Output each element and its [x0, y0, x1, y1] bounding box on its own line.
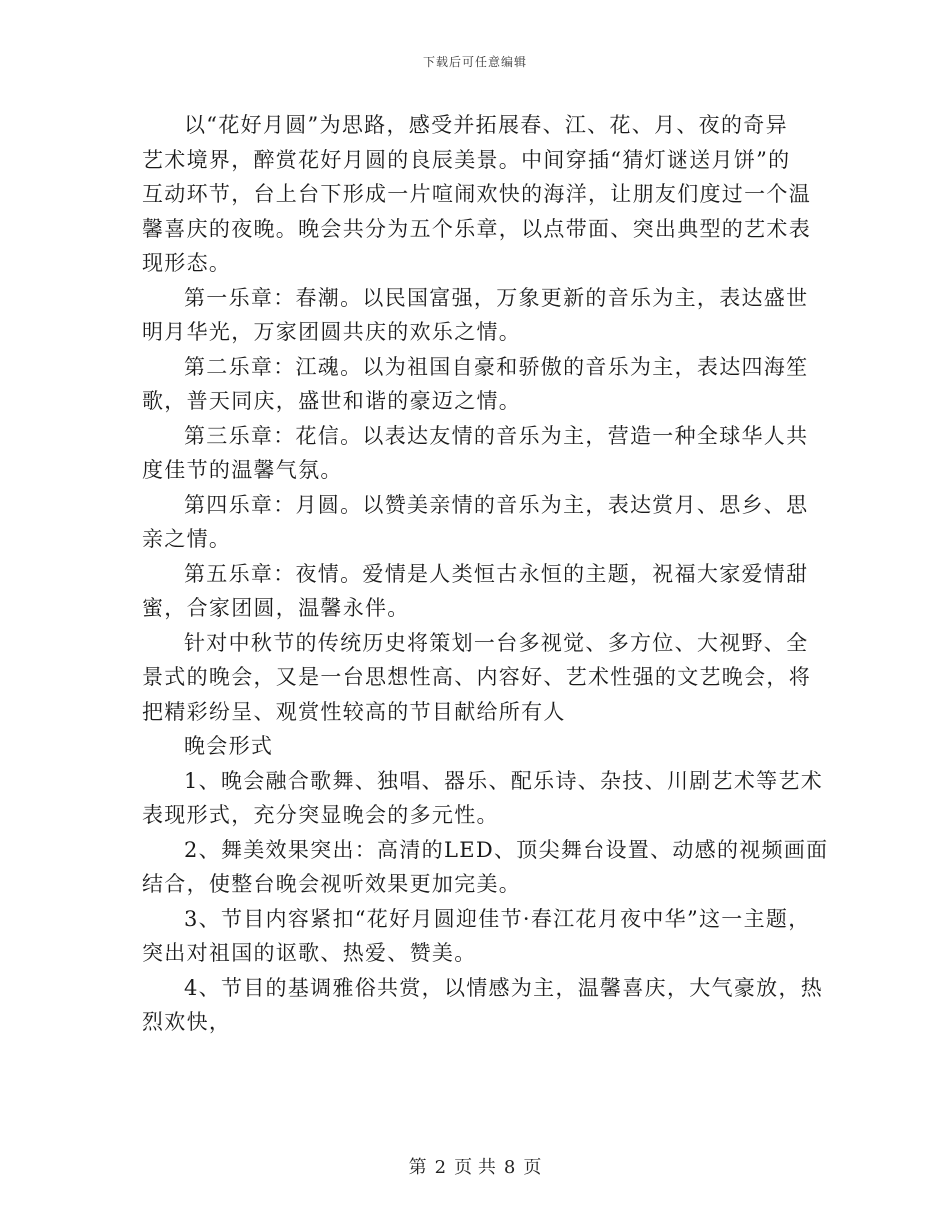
paragraph-line: 以“花好月圆”为思路，感受并拓展春、江、花、月、夜的奇异 — [184, 113, 788, 137]
body-paragraph — [142, 833, 829, 902]
body-paragraph — [142, 902, 812, 971]
body-paragraph — [142, 764, 824, 833]
page-label-mid: 页 共 — [454, 1157, 496, 1178]
paragraph-line: 2、舞美效果突出：高清的LED、顶尖舞台设置、动感的视频画面 — [184, 837, 829, 862]
paragraph-line: 现形态。 — [142, 251, 232, 275]
paragraph-line: 突出对祖国的讴歌、热爱、赞美。 — [142, 941, 477, 965]
body-paragraph — [142, 350, 812, 419]
body-paragraph — [142, 729, 812, 764]
body-paragraph — [142, 281, 812, 350]
paragraph-line: 蜜，合家团圆，温馨永伴。 — [142, 596, 410, 620]
paragraph-line: 把精彩纷呈、观赏性较高的节目献给所有人 — [142, 699, 566, 724]
page-total-number: 8 — [503, 1157, 516, 1178]
body-paragraph — [142, 488, 812, 557]
paragraph-line: 馨喜庆的夜晚。晚会共分为五个乐章，以点带面、突出典型的艺术表 — [142, 216, 811, 241]
document-body — [142, 108, 829, 1040]
page-label-prefix: 第 — [408, 1157, 427, 1178]
body-paragraph — [142, 626, 812, 730]
page-current-number: 2 — [434, 1157, 447, 1178]
paragraph-line: 结合，使整台晚会视听效果更加完美。 — [142, 872, 522, 896]
paragraph-line: 歌，普天同庆，盛世和谐的豪迈之情。 — [142, 389, 522, 413]
paragraph-line: 度佳节的温馨气氛。 — [142, 458, 343, 482]
body-paragraph — [142, 108, 812, 281]
paragraph-line: 第四乐章：月圆。以赞美亲情的音乐为主，表达赏月、思乡、思 — [184, 492, 809, 517]
paragraph-line: 晚会形式 — [184, 734, 274, 758]
paragraph-line: 明月华光，万家团圆共庆的欢乐之情。 — [142, 320, 522, 344]
paragraph-line: 4、节目的基调雅俗共赏，以情感为主，温馨喜庆，大气豪放，热 — [184, 975, 824, 1000]
paragraph-line: 烈欢快， — [142, 1010, 232, 1034]
paragraph-line: 第一乐章：春潮。以民国富强，万象更新的音乐为主，表达盛世 — [184, 285, 809, 310]
paragraph-line: 互动环节，台上台下形成一片喧闹欢快的海洋，让朋友们度过一个温 — [142, 182, 811, 206]
body-paragraph — [142, 971, 824, 1040]
body-paragraph — [142, 557, 812, 626]
paragraph-line: 亲之情。 — [142, 527, 232, 551]
header-note: 下载后可任意编辑 — [422, 55, 527, 69]
paragraph-line: 艺术境界，醉赏花好月圆的良辰美景。中间穿插“猜灯谜送月饼”的 — [142, 147, 791, 172]
paragraph-line: 第二乐章：江魂。以为祖国自豪和骄傲的音乐为主，表达四海笙 — [184, 354, 809, 379]
paragraph-line: 表现形式，充分突显晚会的多元性。 — [142, 803, 499, 827]
page-footer — [0, 1153, 950, 1179]
paragraph-line: 1、晚会融合歌舞、独唱、器乐、配乐诗、杂技、川剧艺术等艺术 — [184, 768, 824, 793]
page-label-suffix: 页 — [523, 1157, 542, 1178]
paragraph-line: 第五乐章：夜情。爱情是人类恒古永恒的主题，祝福大家爱情甜 — [184, 561, 809, 586]
paragraph-line: 景式的晚会，又是一台思想性高、内容好、艺术性强的文艺晚会，将 — [142, 665, 811, 689]
body-paragraph — [142, 419, 812, 488]
paragraph-line: 针对中秋节的传统历史将策划一台多视觉、多方位、大视野、全 — [184, 630, 809, 655]
paragraph-line: 第三乐章：花信。以表达友情的音乐为主，营造一种全球华人共 — [184, 423, 809, 448]
paragraph-line: 3、节目内容紧扣“花好月圆迎佳节·春江花月夜中华”这一主题， — [184, 906, 811, 931]
